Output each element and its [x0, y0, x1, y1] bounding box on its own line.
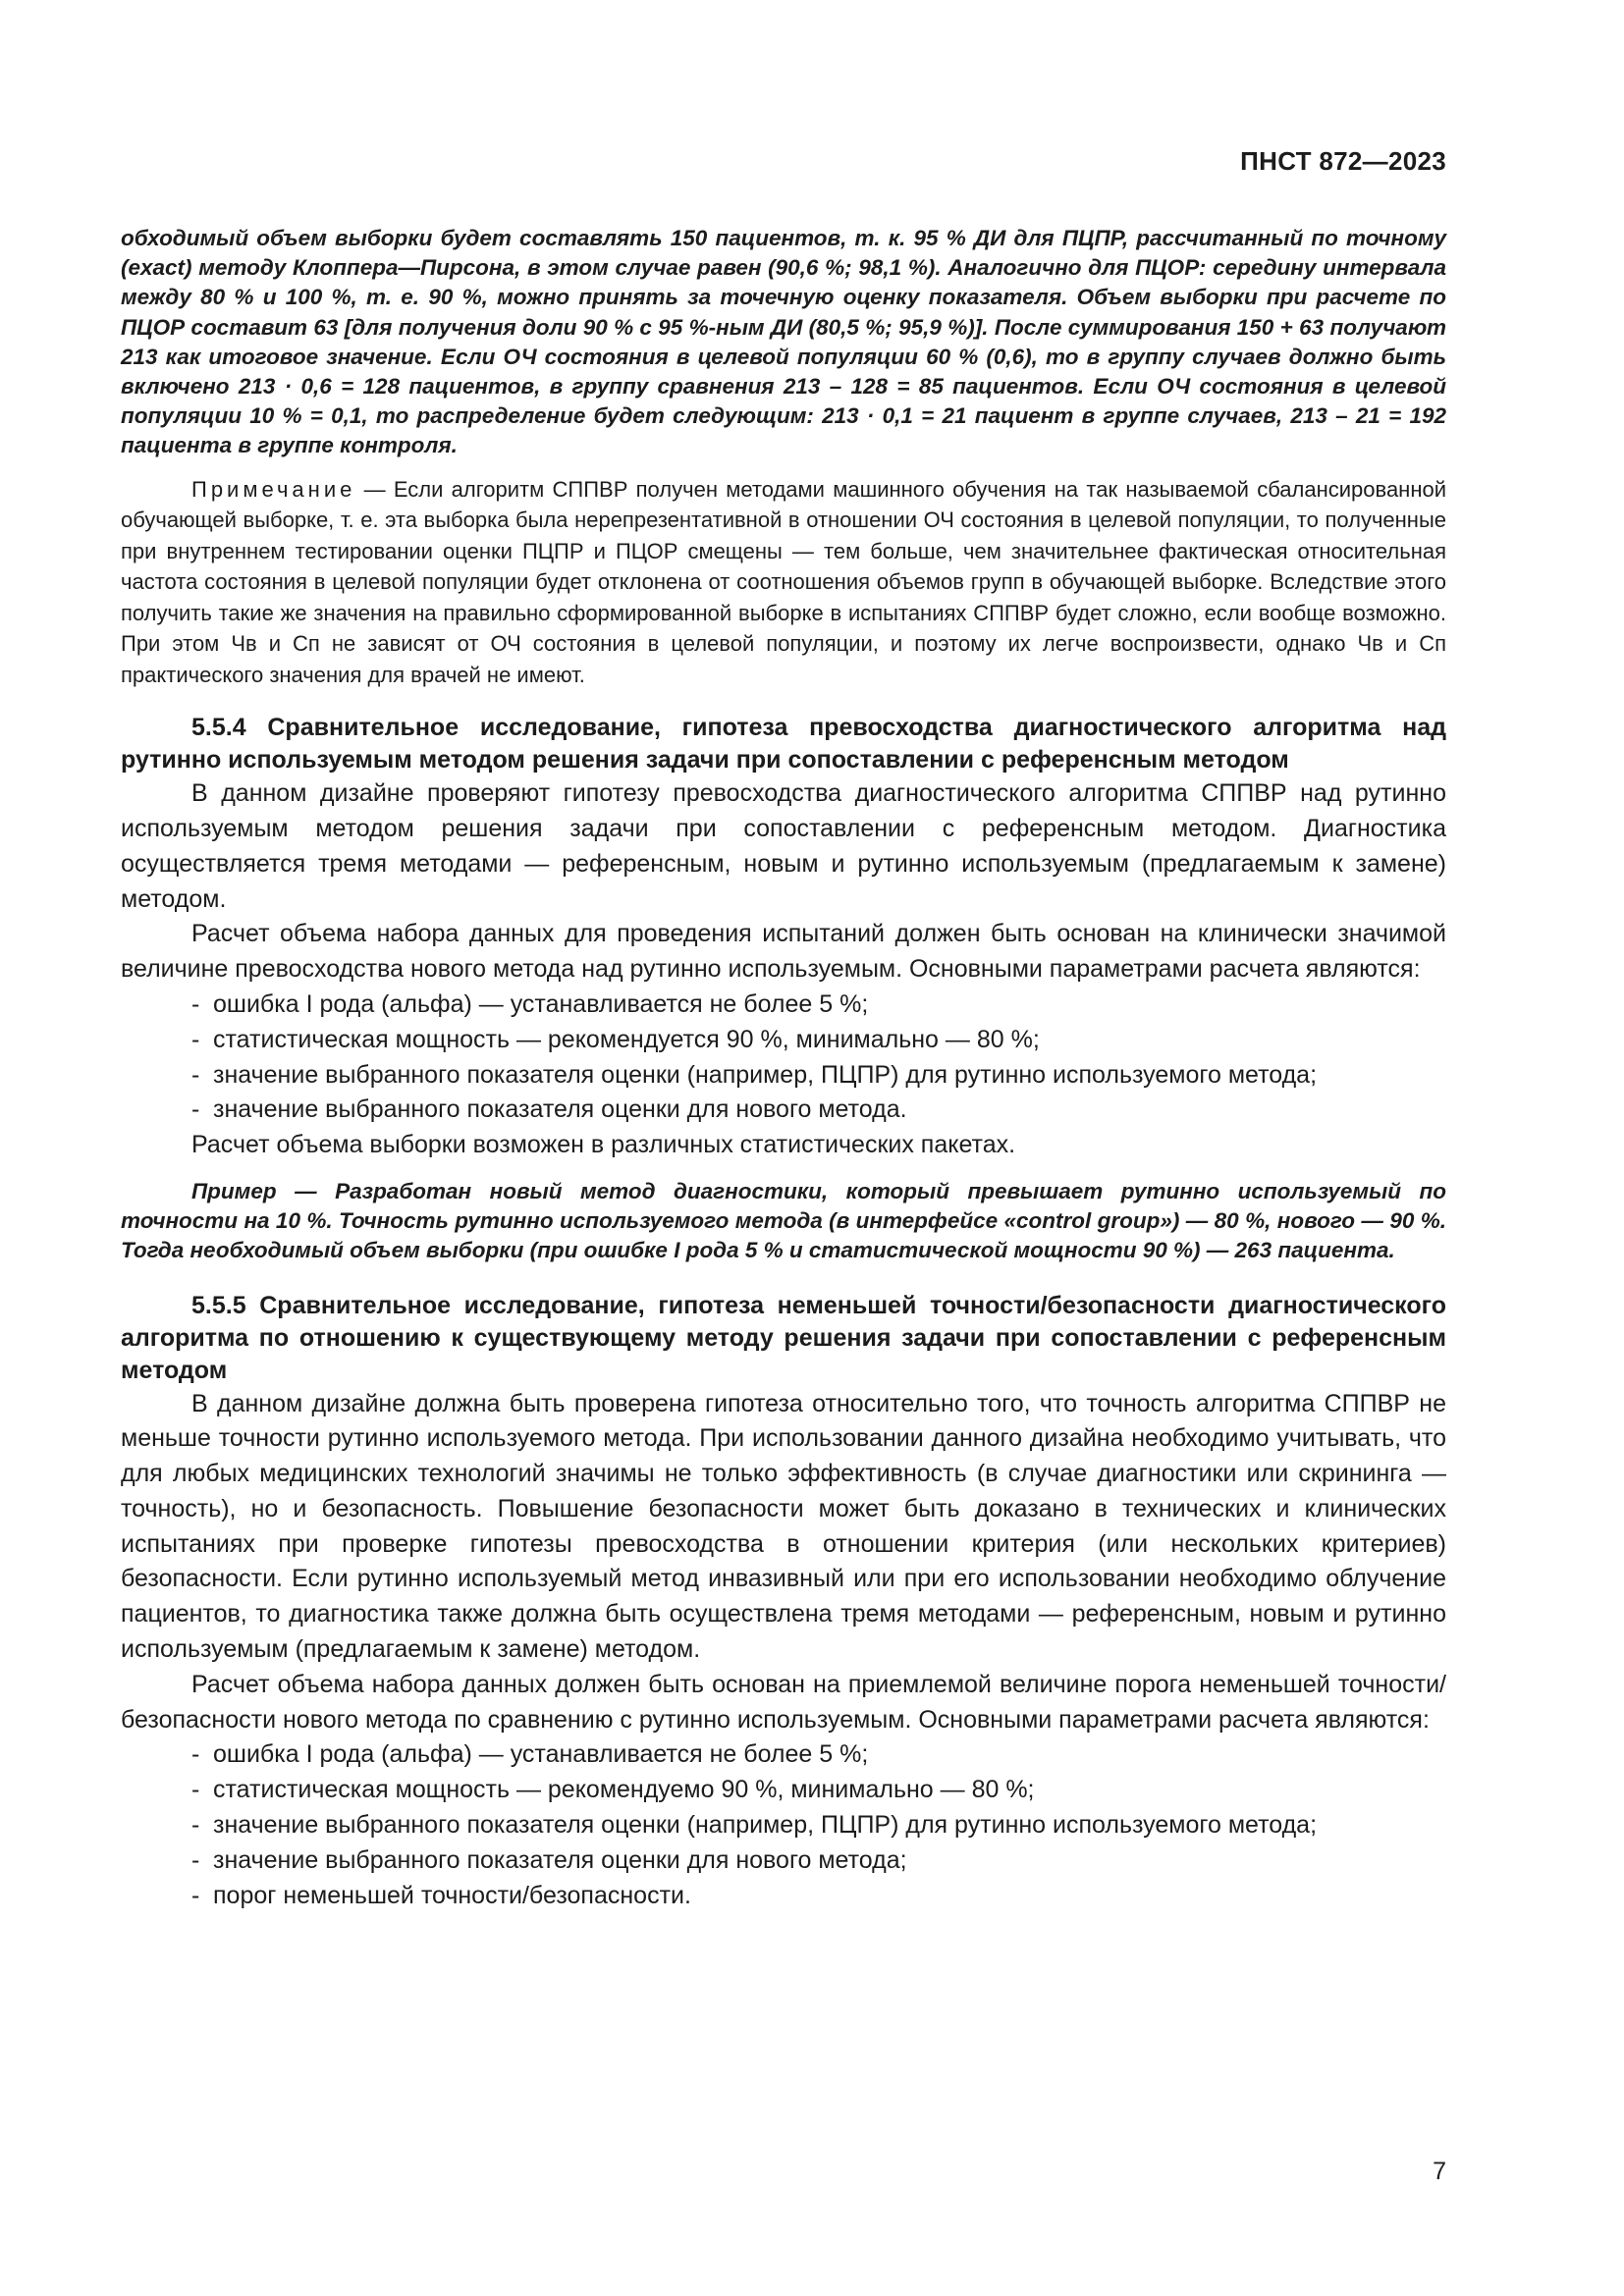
section-5-5-4-heading: 5.5.4 Сравнительное исследование, гипотеза превосходства диагностического алгоритма над рутинно используемым методом решения задачи при сопоставлении с референсным методом: [121, 714, 1446, 774]
list-item: - статистическая мощность — рекомендуется 90 %, минимально — 80 %;: [191, 1023, 1446, 1058]
section-5-5-4-para-3: Расчет объема выборки возможен в различных статистических пакетах.: [191, 1131, 1016, 1159]
section-5-5-4-parameter-list: [121, 988, 1446, 1128]
example-continuation: обходимый объем выборки будет составлять 150 пациентов, т. к. 95 % ДИ для ПЦПР, рассчитанный по точному (exact) методу Клоппера—Пирсона, в этом случае равен (90,6 %; 98,1 %). Аналогично для ПЦОР: середину интервала между 80 % и 100 %, т. е. 90 %, можно принять за точечную оценку показателя. Объем выборки при расчете по ПЦОР составит 63 [для получения доли 90 % с 95 %-ным ДИ (80,5 %; 95,9 %)]. После суммирования 150 + 63 получают 213 как итоговое значение. Если ОЧ состояния в целевой популяции 60 % (0,6), то в группу случаев должно быть включено 213 · 0,6 = 128 пациентов, в группу сравнения 213 – 128 = 85 пациентов. Если ОЧ состояния в целевой популяции 10 % = 0,1, то распределение будет следующим: 213 · 0,1 = 21 пациент в группе случаев, 213 – 21 = 192 пациента в группе контроля.: [121, 226, 1446, 458]
page-number: 7: [1433, 2158, 1446, 2185]
document-page: [121, 0, 1446, 2296]
list-item: - значение выбранного показателя оценки для нового метода;: [191, 1843, 1446, 1879]
note-text: — Если алгоритм СППВР получен методами машинного обучения на так называемой сбалансированной обучающей выборке, т. е. эта выборка была нерепрезентативной в отношении ОЧ состояния в целевой популяции, то полученные при внутреннем тестировании оценки ПЦПР и ПЦОР смещены — тем больше, чем значительнее фактическая относительная частота состояния в целевой популяции будет отклонена от соотношения объемов групп в обучающей выборке. Вследствие этого получить такие же значения на правильно сформированной выборке в испытаниях СППВР будет сложно, если вообще возможно. При этом Чв и Сп не зависят от ОЧ состояния в целевой популяции, и поэтому их легче воспроизвести, однако Чв и Сп практического значения для врачей не имеют.: [121, 476, 1446, 687]
list-item: - статистическая мощность — рекомендуемо 90 %, минимально — 80 %;: [191, 1773, 1446, 1808]
document-id-header: ПНСТ 872—2023: [1240, 146, 1446, 176]
section-5-5-4-example: [121, 1177, 1446, 1266]
section-5-5-4-para-1: В данном дизайне проверяют гипотезу превосходства диагностического алгоритма СППВР над рутинно используемым методом решения задачи при сопоставлении с референсным методом. Диагностика осуществляется тремя методами — референсным, новым и рутинно используемым (предлагаемым к замене) методом.: [121, 779, 1446, 913]
list-item: - значение выбранного показателя оценки (например, ПЦПР) для рутинно используемого метода;: [191, 1808, 1446, 1843]
list-item: - ошибка I рода (альфа) — устанавливается не более 5 %;: [191, 988, 1446, 1023]
page-content: [121, 224, 1446, 1913]
section-5-5-5-heading: 5.5.5 Сравнительное исследование, гипотеза неменьшей точности/безопасности диагностического алгоритма по отношению к существующему методу решения задачи при сопоставлении с референсным методом: [121, 1291, 1446, 1384]
section-5-5-5-parameter-list: [121, 1737, 1446, 1913]
note-label: Примечание: [191, 476, 356, 502]
list-item: - значение выбранного показателя оценки для нового метода.: [191, 1093, 1446, 1128]
list-item: - значение выбранного показателя оценки (например, ПЦПР) для рутинно используемого метода;: [191, 1058, 1446, 1094]
section-5-5-5-para-2: Расчет объема набора данных должен быть основан на приемлемой величине порога неменьшей точности/безопасности нового метода по сравнению с рутинно используемым. Основными параметрами расчета являются:: [121, 1670, 1446, 1734]
list-item: - ошибка I рода (альфа) — устанавливается не более 5 %;: [191, 1737, 1446, 1773]
list-item: - порог неменьшей точности/безопасности.: [191, 1879, 1446, 1914]
section-5-5-4-para-2: Расчет объема набора данных для проведения испытаний должен быть основан на клинически значимой величине превосходства нового метода над рутинно используемым. Основными параметрами расчета являются:: [121, 920, 1446, 984]
example-text: Пример — Разработан новый метод диагностики, который превышает рутинно используемый по точности на 10 %. Точность рутинно используемого метода (в интерфейсе «control group») — 80 %, нового — 90 %. Тогда необходимый объем выборки (при ошибке I рода 5 % и статистической мощности 90 %) — 263 пациента.: [121, 1178, 1446, 1263]
note-paragraph: [121, 474, 1446, 691]
section-5-5-5-para-1: В данном дизайне должна быть проверена гипотеза относительно того, что точность алгоритма СППВР не меньше точности рутинно используемого метода. При использовании данного дизайна необходимо учитывать, что для любых медицинских технологий значимы не только эффективность (в случае диагностики или скрининга — точность), но и безопасность. Повышение безопасности может быть доказано в технических и клинических испытаниях при проверке гипотезы превосходства в отношении критерия (или нескольких критериев) безопасности. Если рутинно используемый метод инвазивный или при его использовании необходимо облучение пациентов, то диагностика также должна быть осуществлена тремя методами — референсным, новым и рутинно используемым (предлагаемым к замене) методом.: [121, 1389, 1446, 1664]
